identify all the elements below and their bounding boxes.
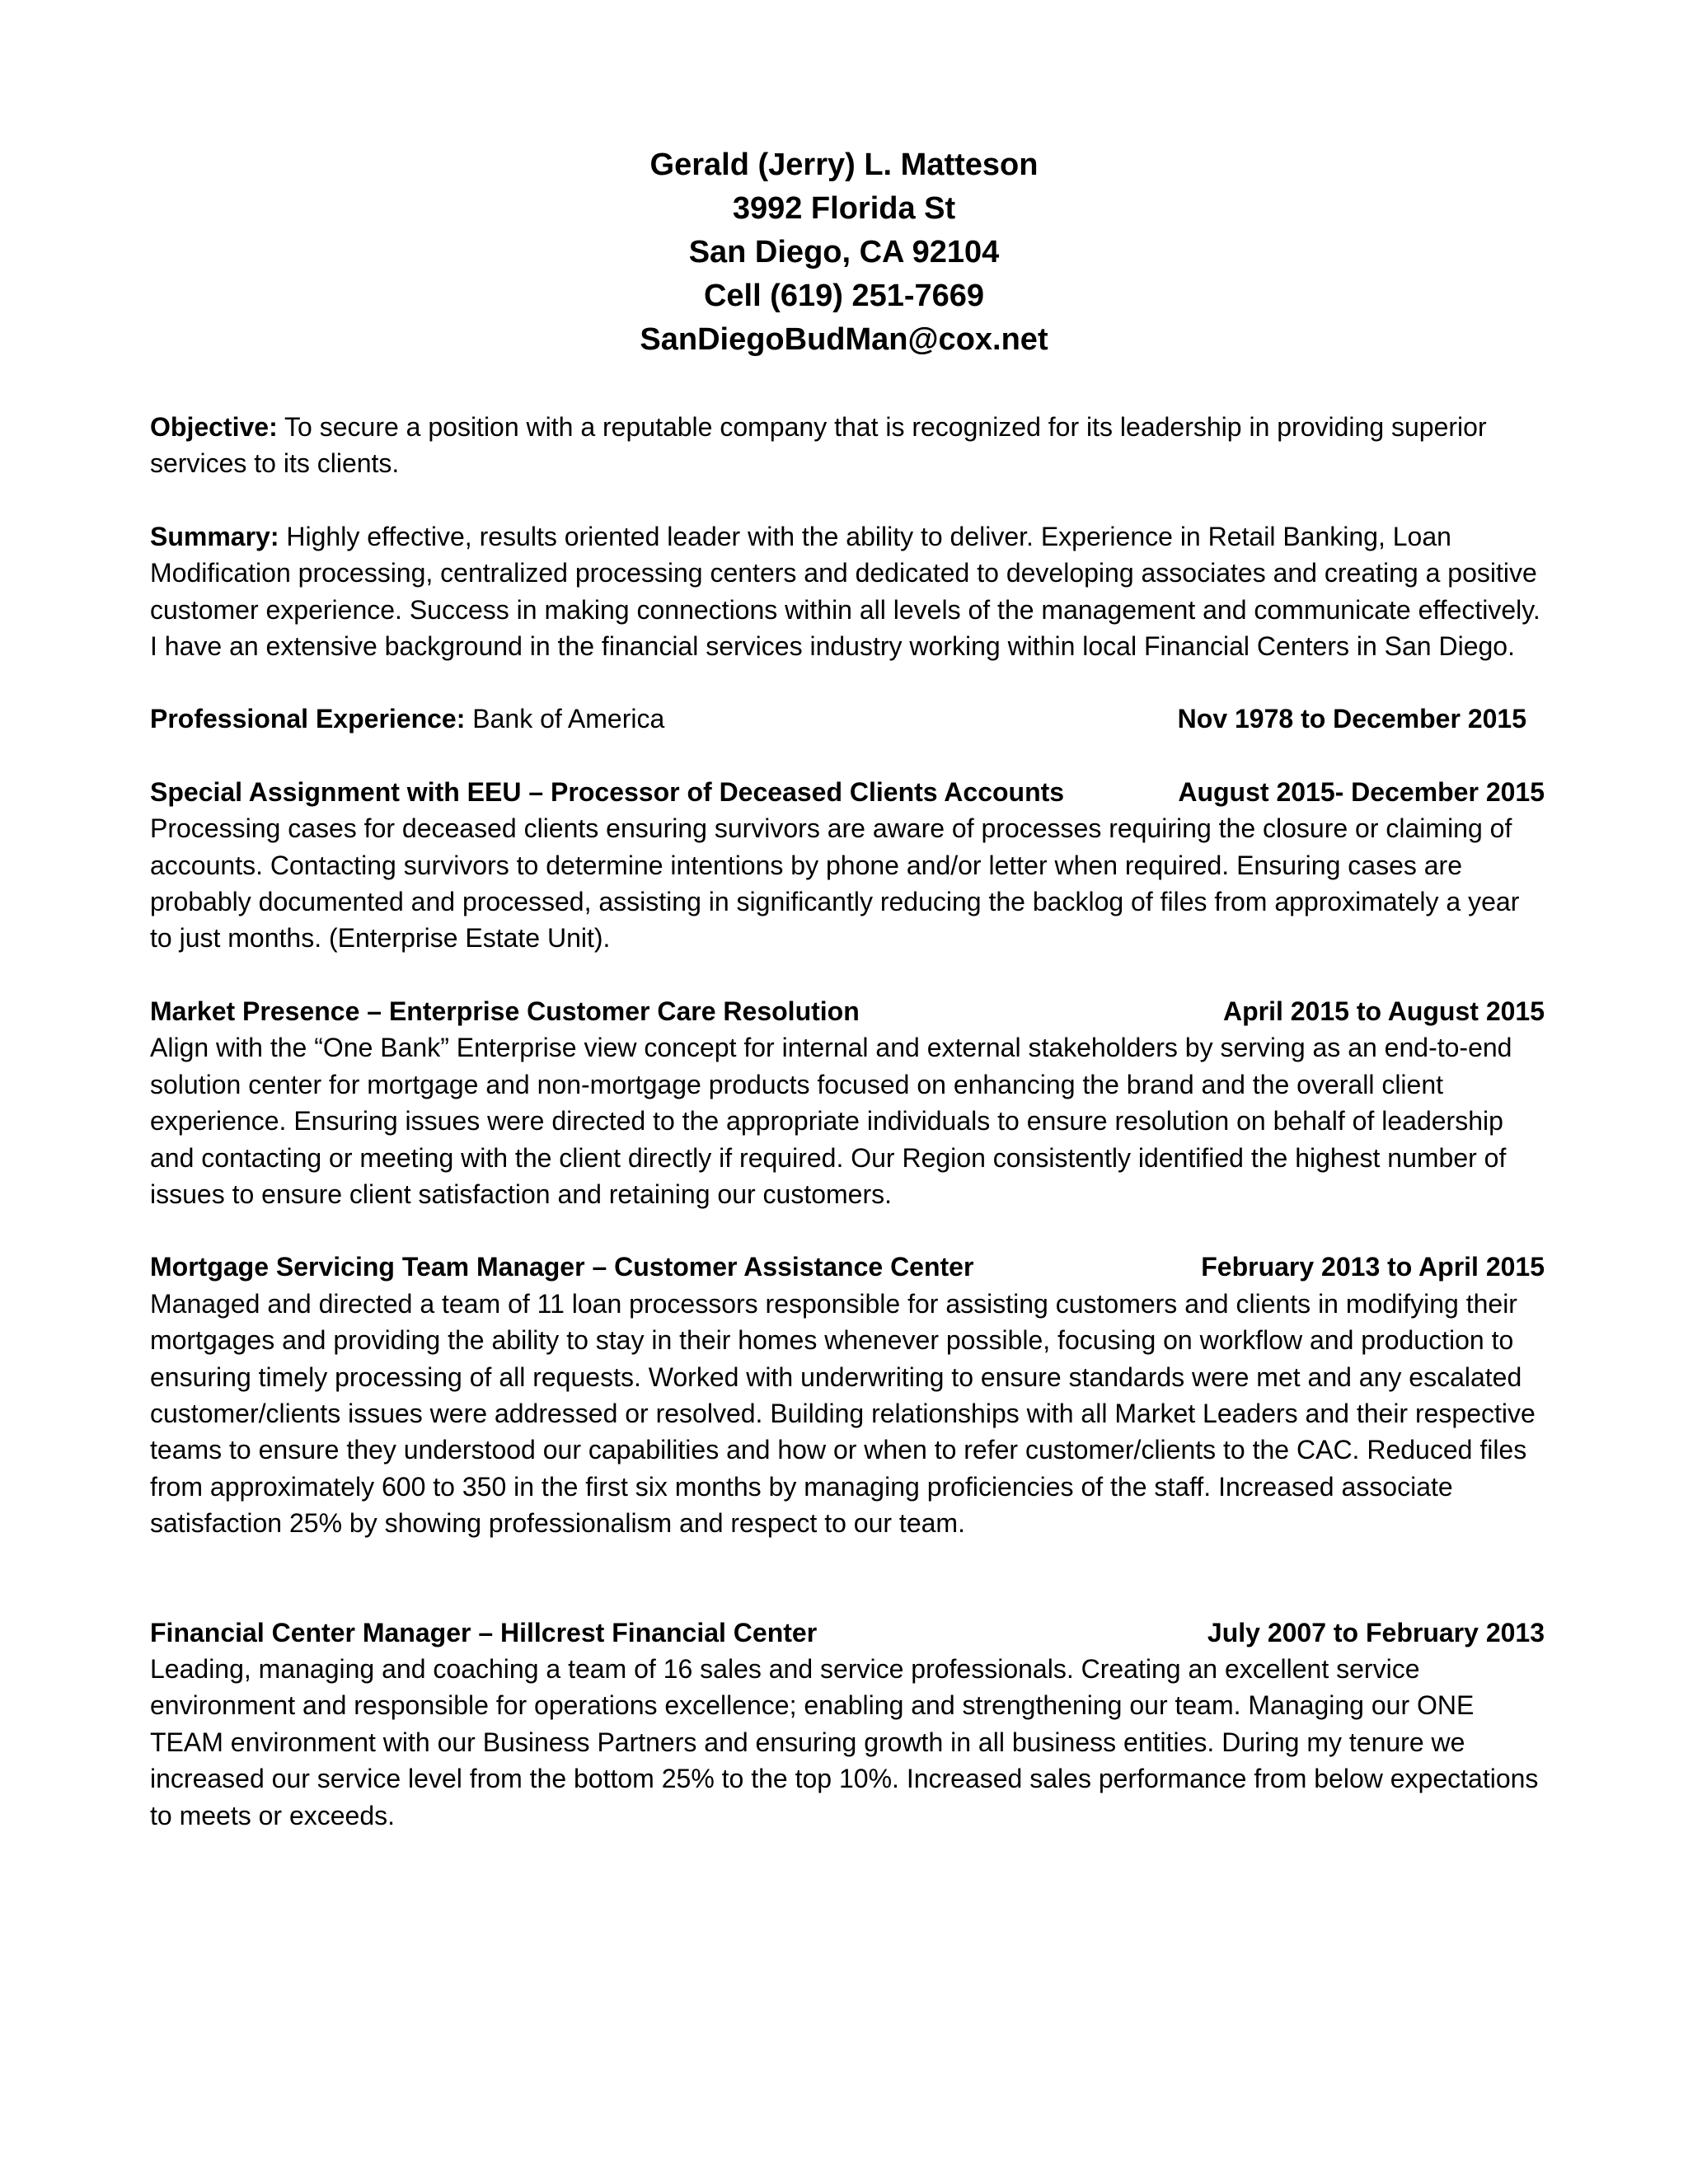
employment-dates: Nov 1978 to December 2015	[1177, 704, 1526, 734]
job-header	[150, 993, 1545, 1029]
street-address: 3992 Florida St	[732, 191, 956, 226]
objective-text: To secure a position with a reputable company that is recognized for its leadership in providing superior services to its clients.	[150, 412, 1487, 479]
job-title: Financial Center Manager – Hillcrest Financial Center	[150, 1617, 818, 1647]
job-title: Mortgage Servicing Team Manager – Customer Assistance Center	[150, 1252, 974, 1282]
job-entry	[150, 1249, 1545, 1541]
job-entry	[150, 1615, 1545, 1834]
job-entry	[150, 774, 1545, 957]
job-entry	[150, 993, 1545, 1212]
employer-name: Bank of America	[465, 704, 665, 734]
job-header	[150, 774, 1545, 810]
summary-section	[150, 518, 1545, 665]
job-dates: August 2015- December 2015	[1178, 776, 1545, 807]
contact-header	[0, 143, 1688, 362]
job-description: Processing cases for deceased clients ensuring survivors are aware of processes requiring the closure or claiming of accounts. Contacting survivors to determine intentions by phone and/or letter when required. Ensuring cases are probably documented and processed, assisting in significantly reducing the backlog of files from approximately a year to just months. (Enterprise Estate Unit).	[150, 813, 1520, 954]
summary-label: Summary:	[150, 521, 279, 551]
city-state-zip: San Diego, CA 92104	[688, 235, 1000, 269]
job-title: Market Presence – Enterprise Customer Care Resolution	[150, 996, 860, 1026]
professional-experience-label: Professional Experience:	[150, 704, 466, 734]
job-dates: February 2013 to April 2015	[1201, 1252, 1545, 1282]
job-title: Special Assignment with EEU – Processor of Deceased Clients Accounts	[150, 776, 1065, 807]
job-header	[150, 1249, 1545, 1285]
objective-section	[150, 409, 1545, 482]
job-header	[150, 1615, 1545, 1651]
objective-label: Objective:	[150, 412, 278, 442]
job-description: Managed and directed a team of 11 loan processors responsible for assisting customers and clients in modifying their mortgages and providing the ability to stay in their homes whenever possible, focusing on workflow and production to ensuring timely processing of all requests. Worked with underwriting to ensure standards were met and any escalated customer/clients issues were addressed or resolved. Building relationships with all Market Leaders and their respective teams to ensure they understood our capabilities and how or when to refer customer/clients to the CAC. Reduced files from approximately 600 to 350 in the first six months by managing proficiencies of the staff. Increased associate satisfaction 25% by showing professionalism and respect to our team.	[150, 1288, 1536, 1539]
phone-number: Cell (619) 251-7669	[703, 279, 985, 313]
job-description: Leading, managing and coaching a team of 16 sales and service professionals. Creating an excellent service environment and responsible for operations excellence; enabling and strengthening our team. Managing our ONE TEAM environment with our Business Partners and ensuring growth in all business entities. During my tenure we increased our service level from the bottom 25% to the top 10%. Increased sales performance from below expectations to meets or exceeds.	[150, 1653, 1539, 1830]
summary-text: Highly effective, results oriented leader with the ability to deliver. Experience in Retail Banking, Loan Modification processing, centralized processing centers and dedicated to developing associates and creating a positive customer experience. Success in making connections within all levels of the management and communicate effectively. I have an extensive background in the financial services industry working within local Financial Centers in San Diego.	[150, 521, 1540, 662]
professional-experience-heading	[150, 701, 664, 737]
job-dates: April 2015 to August 2015	[1222, 996, 1545, 1026]
job-description: Align with the “One Bank” Enterprise view concept for internal and external stakeholders by serving as an end-to-end solution center for mortgage and non-mortgage products focused on enhancing the brand and the overall client experience. Ensuring issues were directed to the appropriate individuals to ensure resolution on behalf of leadership and contacting or meeting with the client directly if required. Our Region consistently identified the highest number of issues to ensure client satisfaction and retaining our customers.	[150, 1033, 1512, 1209]
job-dates: July 2007 to February 2013	[1207, 1617, 1545, 1647]
email-address: SanDiegoBudMan@cox.net	[640, 322, 1048, 357]
candidate-name: Gerald (Jerry) L. Matteson	[649, 148, 1039, 182]
resume-body	[150, 409, 1545, 1870]
professional-experience-row	[150, 701, 1545, 737]
